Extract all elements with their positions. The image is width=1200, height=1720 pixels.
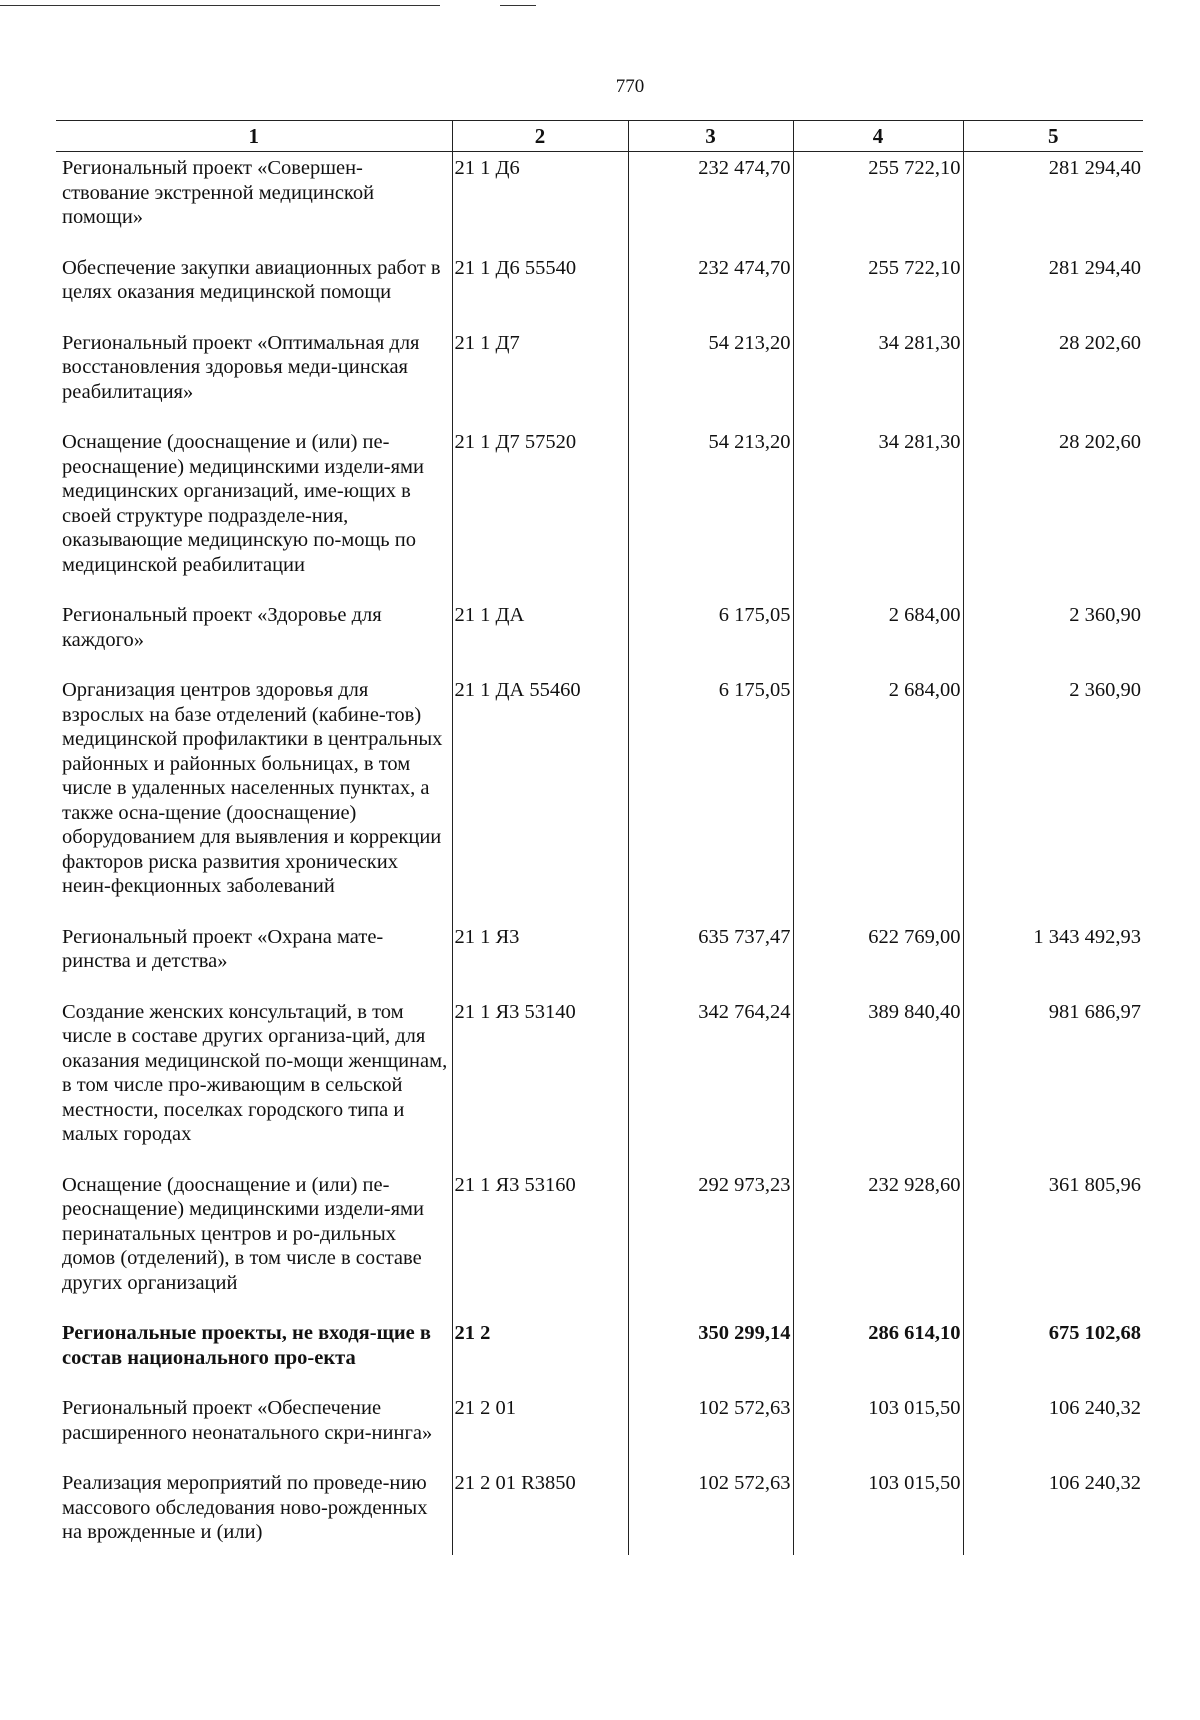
row-name-cell: Создание женских консультаций, в том числе в составе других организа-ций, для оказания медицинской по-мощи женщинам, в том числе про-живающим в сельской местности, поселках городского типа и малых городах [62, 1000, 448, 1145]
row-code-cell: 21 1 Д7 57520 [452, 426, 628, 599]
row-name-cell: Региональный проект «Здоровье для каждого» [62, 604, 382, 651]
row-value-col5: 2 360,90 [963, 599, 1143, 674]
column-header-2: 2 [452, 121, 628, 152]
row-value-col5: 2 360,90 [963, 674, 1143, 921]
row-value-col5: 281 294,40 [963, 152, 1143, 252]
row-name-cell: Организация центров здоровья для взрослых на базе отделений (кабине-тов) медицинской профилактики в центральных районных и районных больницах, в том числе в удаленных населенных пунктах, а также осна-щение (дооснащение) оборудованием для выявления и коррекции факторов риска развития хронических неин-фекционных заболеваний [62, 679, 443, 897]
table-row [56, 1392, 1143, 1467]
row-code-cell: 21 1 Д7 [452, 327, 628, 427]
row-name-cell: Обеспечение закупки авиационных работ в целях оказания медицинской помощи [62, 256, 441, 303]
row-value-col3: 54 213,20 [628, 327, 793, 427]
column-header-5: 5 [963, 121, 1143, 152]
row-code-cell: 21 1 ДА 55460 [452, 674, 628, 921]
budget-table [56, 120, 1143, 1555]
row-value-col4: 255 722,10 [793, 252, 963, 327]
table-row [56, 152, 1143, 252]
row-name-cell: Оснащение (дооснащение и (или) пе-реоснащение) медицинскими издели-ями медицинских организаций, име-ющих в своей структуре подразделе-ния, оказывающие медицинскую по-мощь по медицинской реабилитации [62, 431, 424, 576]
row-code-cell: 21 1 ДА [452, 599, 628, 674]
row-code-cell: 21 2 01 R3850 [452, 1467, 628, 1555]
row-name-cell: Региональный проект «Совершен-ствование экстренной медицинской помощи» [62, 157, 375, 228]
table-row [56, 674, 1143, 921]
row-name-cell: Оснащение (дооснащение и (или) пе-реоснащение) медицинскими издели-ями перинатальных центров и ро-дильных домов (отделений), в том числе в составе других организаций [62, 1173, 424, 1294]
row-value-col4: 232 928,60 [793, 1169, 963, 1318]
table-row [56, 252, 1143, 327]
row-value-col4: 255 722,10 [793, 152, 963, 252]
row-value-col4: 286 614,10 [793, 1317, 963, 1392]
row-value-col5: 28 202,60 [963, 426, 1143, 599]
row-code-cell: 21 1 Я3 53140 [452, 996, 628, 1169]
top-rule-left [0, 5, 440, 6]
row-value-col5: 28 202,60 [963, 327, 1143, 427]
row-code-cell: 21 1 Д6 [452, 152, 628, 252]
table-row [56, 426, 1143, 599]
header-row [56, 121, 1143, 152]
top-rule-right [500, 5, 536, 6]
row-value-col4: 2 684,00 [793, 599, 963, 674]
row-value-col3: 54 213,20 [628, 426, 793, 599]
row-value-col4: 622 769,00 [793, 921, 963, 996]
row-value-col3: 292 973,23 [628, 1169, 793, 1318]
row-name-cell: Реализация мероприятий по проведе-нию массового обследования ново-рожденных на врожденные и (или) [62, 1472, 428, 1543]
row-value-col4: 103 015,50 [793, 1392, 963, 1467]
column-header-1: 1 [56, 121, 452, 152]
row-code-cell: 21 1 Я3 [452, 921, 628, 996]
row-value-col5: 981 686,97 [963, 996, 1143, 1169]
row-name-cell: Региональный проект «Обеспечение расширенного неонатального скри-нинга» [62, 1397, 433, 1444]
row-code-cell: 21 1 Д6 55540 [452, 252, 628, 327]
row-value-col5: 1 343 492,93 [963, 921, 1143, 996]
row-value-col3: 635 737,47 [628, 921, 793, 996]
table-row [56, 327, 1143, 427]
row-value-col4: 34 281,30 [793, 327, 963, 427]
row-name-cell: Региональный проект «Оптимальная для восстановления здоровья меди-цинская реабилитация» [62, 331, 420, 403]
row-value-col4: 2 684,00 [793, 674, 963, 921]
row-value-col5: 106 240,32 [963, 1467, 1143, 1555]
row-code-cell: 21 2 01 [452, 1392, 628, 1467]
row-value-col5: 281 294,40 [963, 252, 1143, 327]
row-code-cell: 21 2 [452, 1317, 628, 1392]
table-row [56, 1317, 1143, 1392]
row-name-cell: Региональный проект «Охрана мате-ринства и детства» [62, 925, 384, 972]
row-value-col3: 342 764,24 [628, 996, 793, 1169]
row-value-col5: 361 805,96 [963, 1169, 1143, 1318]
row-value-col3: 6 175,05 [628, 599, 793, 674]
row-value-col5: 675 102,68 [963, 1317, 1143, 1392]
row-code-cell: 21 1 Я3 53160 [452, 1169, 628, 1318]
column-header-3: 3 [628, 121, 793, 152]
table-row [56, 921, 1143, 996]
table-row [56, 1169, 1143, 1318]
table-row [56, 996, 1143, 1169]
row-value-col3: 350 299,14 [628, 1317, 793, 1392]
row-value-col3: 6 175,05 [628, 674, 793, 921]
row-value-col4: 389 840,40 [793, 996, 963, 1169]
row-name-cell: Региональные проекты, не входя-щие в состав национального про-екта [62, 1322, 431, 1369]
row-value-col4: 103 015,50 [793, 1467, 963, 1555]
column-header-4: 4 [793, 121, 963, 152]
row-value-col3: 232 474,70 [628, 252, 793, 327]
table-row [56, 1467, 1143, 1555]
page-number: 770 [615, 76, 645, 97]
row-value-col4: 34 281,30 [793, 426, 963, 599]
row-value-col3: 102 572,63 [628, 1467, 793, 1555]
row-value-col3: 102 572,63 [628, 1392, 793, 1467]
table-row [56, 599, 1143, 674]
row-value-col5: 106 240,32 [963, 1392, 1143, 1467]
row-value-col3: 232 474,70 [628, 152, 793, 252]
